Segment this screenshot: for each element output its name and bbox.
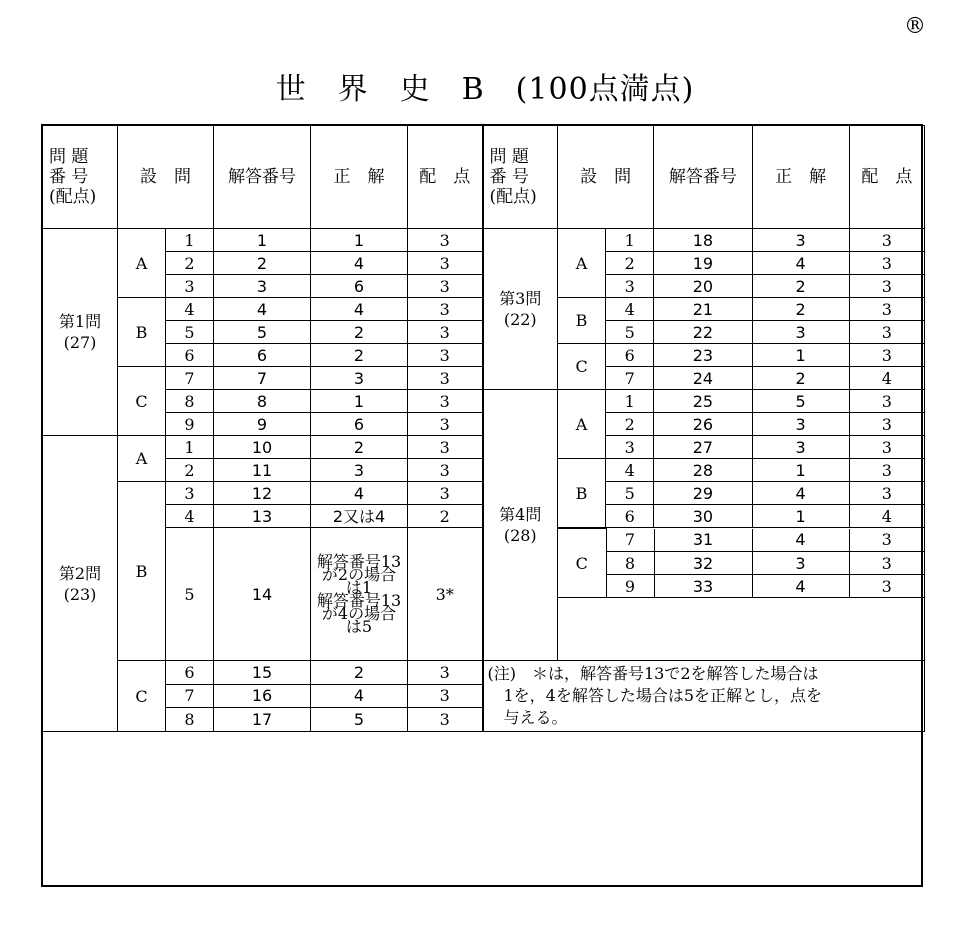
correct-answer: 1 [311,390,408,413]
correct-answer: 4 [752,482,849,505]
answer-number: 16 [214,684,311,708]
section-label: C [558,529,606,598]
score: 3 [849,436,924,459]
correct-answer: 4 [311,482,408,505]
score: 3 [408,482,483,505]
correct-answer: 2 [311,344,408,367]
question-2-cell [43,436,118,732]
correct-answer: 3 [752,321,849,344]
section-label: A [118,229,166,298]
question-name: 第2問 [58,563,102,583]
sub-question-number: 4 [166,505,214,528]
correct-answer: 2 [311,436,408,459]
score: 3 [408,275,483,298]
header-row [43,126,925,229]
correct-answer: 4 [752,529,849,552]
correct-answer: 3 [752,436,849,459]
correct-answer: 1 [752,505,849,528]
sub-question-number: 6 [606,344,654,367]
question-points: (23) [63,584,97,604]
header-score-right: 配 点 [849,126,924,229]
question-points: (27) [63,333,97,352]
correct-answer: 3 [311,367,408,390]
correct-answer: 2 [752,298,849,321]
sub-question-number: 1 [166,436,214,459]
score: 3 [408,321,483,344]
score: 3 [849,552,924,575]
correct-answer: 3 [311,459,408,482]
header-score: 配 点 [408,126,483,229]
sub-question-number: 7 [166,367,214,390]
page-title: 世 界 史 B (100点満点) [275,72,695,107]
score: 3 [849,459,924,482]
sub-question-number: 9 [606,575,654,598]
answer-number: 25 [654,390,752,413]
sub-question-number: 1 [606,229,654,252]
answer-number: 27 [654,436,752,459]
score: 3 [408,390,483,413]
section-label: A [558,390,606,459]
answer-number: 12 [214,482,311,505]
score: 3 [408,459,483,482]
score: 3 [849,252,924,275]
answer-number: 30 [654,505,752,528]
answer-number: 29 [654,482,752,505]
correct-answer: 4 [311,684,408,708]
answer-number: 23 [654,344,752,367]
section-label: C [118,661,166,732]
answer-number: 20 [654,275,752,298]
answer-number: 32 [654,552,752,575]
note-text: (注) ＊は，解答番号13で2を解答した場合は 1を，4を解答した場合は5を正解とし，点を 与える。 [483,661,925,732]
correct-answer: 6 [311,413,408,436]
header-setsumon-right: 設 問 [558,126,654,229]
correct-answer: 6 [311,275,408,298]
answer-number: 22 [654,321,752,344]
correct-answer: 5 [311,708,408,732]
sub-question-number: 2 [166,252,214,275]
sub-question-number: 6 [166,344,214,367]
correct-answer: 2 [752,275,849,298]
header-answer-number: 解答番号 [214,126,311,229]
score: 3 [849,390,924,413]
header-answer-number-right: 解答番号 [654,126,752,229]
correct-answer: 4 [752,575,849,598]
score: 4 [849,367,924,390]
sub-question-number: 5 [166,528,214,661]
section-label: B [118,298,166,367]
answer-number: 24 [654,367,752,390]
score: 3 [849,575,924,598]
sub-question-number: 1 [166,229,214,252]
score: 3 [408,661,483,685]
correct-answer: 解答番号13 が2の場合 は1 解答番号13 が4の場合 は5 [311,528,408,661]
sub-question-number: 4 [606,298,654,321]
answer-number: 1 [214,229,311,252]
correct-answer: 4 [311,298,408,321]
answer-number: 15 [214,661,311,685]
answer-number: 21 [654,298,752,321]
correct-answer: 3 [752,229,849,252]
question-1-cell [43,229,118,436]
sub-question-number: 3 [166,275,214,298]
answer-number: 2 [214,252,311,275]
correct-answer: 2 [752,367,849,390]
score: 3 [408,684,483,708]
section-label: B [118,482,166,661]
sub-question-number: 2 [166,459,214,482]
score: 3 [849,321,924,344]
answer-table [42,125,925,732]
sub-question-number: 3 [166,482,214,505]
answer-number: 33 [654,575,752,598]
sub-question-number: 6 [606,505,654,528]
sub-question-number: 4 [166,298,214,321]
correct-answer: 2 [311,321,408,344]
table-row [43,661,925,685]
answer-number: 31 [654,529,752,552]
answer-number: 28 [654,459,752,482]
answer-number: 26 [654,413,752,436]
table-row [43,390,925,413]
score: 3 [408,344,483,367]
correct-answer: 4 [752,252,849,275]
correct-answer: 3 [752,552,849,575]
answer-number: 18 [654,229,752,252]
answer-number: 4 [214,298,311,321]
answer-number: 14 [214,528,311,661]
sub-question-number: 5 [166,321,214,344]
answer-number: 10 [214,436,311,459]
answer-number: 17 [214,708,311,732]
question-name: 第1問 [58,312,102,331]
section-label: C [118,367,166,436]
table-row [558,552,924,575]
score: 3 [849,413,924,436]
score: 3* [408,528,483,661]
score: 4 [849,505,924,528]
right-section-c-block [558,528,925,661]
answer-number: 8 [214,390,311,413]
table-row [558,575,924,598]
sub-question-number: 5 [606,482,654,505]
sub-question-number: 8 [166,390,214,413]
sub-question-number: 7 [606,367,654,390]
score: 3 [408,229,483,252]
header-setsumon: 設 問 [118,126,214,229]
question-4-cell [483,390,558,661]
answer-number: 13 [214,505,311,528]
score: 3 [408,436,483,459]
answer-number: 6 [214,344,311,367]
score: 3 [408,298,483,321]
correct-answer: 1 [752,459,849,482]
correct-answer: 4 [311,252,408,275]
question-name: 第4問 [499,505,542,524]
sub-question-number: 8 [606,552,654,575]
correct-answer: 5 [752,390,849,413]
score: 3 [849,275,924,298]
sub-question-number: 9 [166,413,214,436]
answer-number: 9 [214,413,311,436]
sub-question-number: 7 [606,529,654,552]
registered-mark: ® [904,14,926,39]
sub-question-number: 7 [166,684,214,708]
table-row [558,529,924,552]
question-name: 第3問 [499,289,542,308]
sub-question-number: 3 [606,275,654,298]
question-points: (28) [503,526,537,545]
correct-answer: 3 [752,413,849,436]
correct-answer: 1 [311,229,408,252]
score: 2 [408,505,483,528]
score: 3 [408,413,483,436]
score: 3 [849,482,924,505]
section-label: A [118,436,166,482]
header-question-number-right: 問 題 番 号 (配点) [483,126,558,229]
sub-question-number: 4 [606,459,654,482]
header-correct: 正 解 [311,126,408,229]
correct-answer: 2又は4 [311,505,408,528]
sub-question-number: 5 [606,321,654,344]
section-label: B [558,459,606,528]
correct-answer: 2 [311,661,408,685]
answer-number: 3 [214,275,311,298]
question-3-cell [483,229,558,390]
header-question-number: 問 題 番 号 (配点) [43,126,118,229]
sub-question-number: 2 [606,252,654,275]
section-label: B [558,298,606,344]
sub-question-number: 3 [606,436,654,459]
score: 3 [408,252,483,275]
answer-number: 7 [214,367,311,390]
correct-answer: 1 [752,344,849,367]
section-label: C [558,344,606,390]
section-label: A [558,229,606,298]
score: 3 [849,344,924,367]
answer-number: 19 [654,252,752,275]
score: 3 [849,298,924,321]
header-correct-right: 正 解 [752,126,849,229]
answer-number: 5 [214,321,311,344]
sub-question-number: 1 [606,390,654,413]
sub-question-number: 2 [606,413,654,436]
score: 3 [408,367,483,390]
sub-question-number: 8 [166,708,214,732]
score: 3 [849,529,924,552]
table-row [43,229,925,252]
score: 3 [408,708,483,732]
question-points: (22) [503,310,537,329]
score: 3 [849,229,924,252]
sub-question-number: 6 [166,661,214,685]
answer-number: 11 [214,459,311,482]
